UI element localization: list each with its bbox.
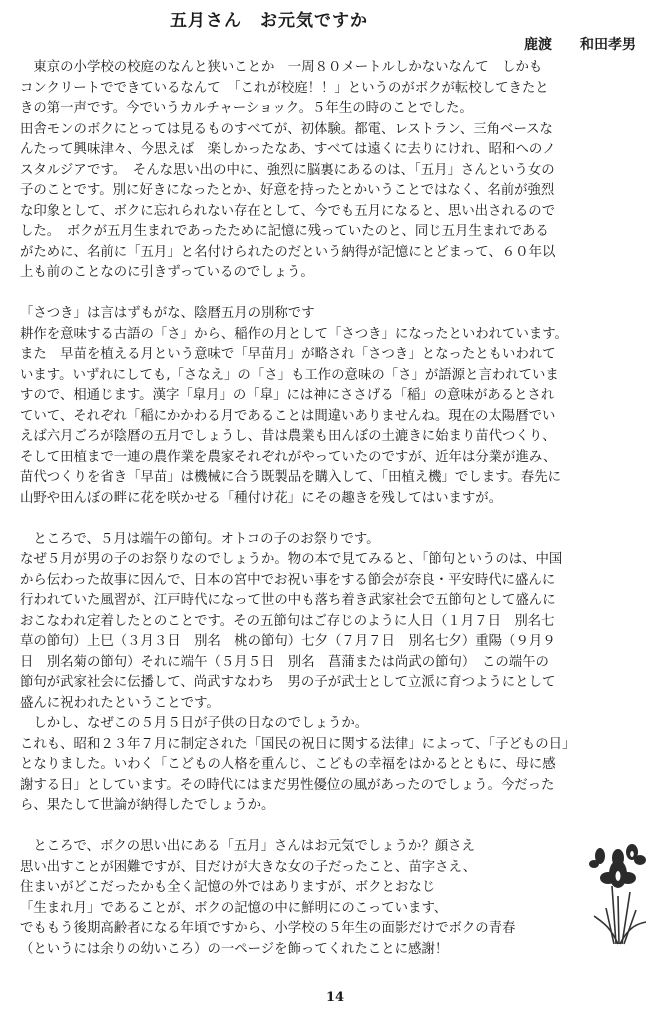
paragraph (20, 837, 648, 960)
text-line: 耕作を意味する古語の「さ」から、稲作の月として「さつき」になったといわれています。 (20, 326, 568, 342)
text-line: ら、果たして世論が納得したでしょうか。 (20, 798, 275, 813)
text-line: な印象として、ボクに忘れられない存在として、今でも五月になると、思い出されるので (20, 203, 556, 219)
iris-flower-illustration (584, 836, 654, 946)
paragraph (20, 58, 648, 284)
paragraph-gap (20, 817, 648, 838)
text-line: 行われていた風習が、江戸時代になって世の中も落ち着き武家社会で五節句として盛んに (20, 593, 556, 608)
text-line: となりました。いわく「こどもの人格を重んじ、こどもの幸福をはかるとともに、母に感 (20, 757, 556, 772)
text-line: 日 別名菊の節句）それに端午（５月５日 別名 菖蒲または尚武の節句） この端午の (20, 654, 549, 670)
text-line: すので、相通じます。漢字「皐月」の「皐」には神にささげる「稲」の意味があるとされ (20, 388, 555, 403)
text-line: これも、昭和２３年７月に制定された「国民の祝日に関する法律」によって、｢子どもの日」 (20, 736, 576, 752)
text-line: （というには余りの幼いころ）の一ページを飾ってくれたことに感謝！ (20, 941, 449, 957)
text-line: なぜ５月が男の子のお祭りなのでしょうか。物の本で見てみると、｢節句というのは、中国 (20, 552, 563, 567)
text-line: 節句が武家社会に伝播して、尚武すなわち 男の子が武士として立派に育つようにとして (20, 675, 556, 690)
paragraph (20, 304, 648, 509)
text-line: 田舎モンのボクにとっては見るものすべてが、初体験。都電、レストラン、三角ベースな (20, 121, 553, 137)
text-line: 「生まれ月」であることが、ボクの記憶の中に鮮明にのこっています、 (20, 900, 448, 916)
author-byline: 鹿渡 和田孝男 (524, 37, 636, 53)
text-line: 盛んに祝われたということです。 (20, 695, 220, 711)
article-body (20, 58, 648, 960)
text-line: また 早苗を植える月という意味で「早苗月」が略され「さつき」となったともいわれて (20, 347, 556, 362)
text-line: 草の節句）上巳（３月３日 別名 桃の節句）七夕（７月７日 別名七夕）重陽（９月９ (20, 634, 556, 649)
text-line: 「さつき」は言はずもがな、陰暦五月の別称です (20, 306, 315, 321)
text-line: スタルジアです。 そんな思い出の中に、強烈に脳裏にあるのは、「五月」さんという女の (20, 162, 555, 178)
text-line: そして田植まで一連の農作業を農家それぞれがやっていたのですが、近年は分業が進み、 (20, 449, 557, 465)
text-line: した。 ボクが五月生まれであったために記憶に残っていたのと、同じ五月生まれである (20, 224, 549, 239)
text-line: きの第一声です。今でいうカルチャーショック。５年生の時のことでした。 (20, 101, 473, 116)
text-line: ところで、ボクの思い出にある「五月」さんはお元気でしょうか？顔さえ (20, 839, 475, 854)
paragraph-gap (20, 509, 648, 530)
text-line: から伝わった故事に因んで、日本の宮中でお祝い事をする節会が奈良・平安時代に盛んに (20, 572, 556, 588)
page-number: 14 (325, 990, 345, 1005)
text-line: ていて、それぞれ「稲にかかわる月であることは間違いありませんね。現在の太陽暦でい (20, 408, 556, 424)
paragraph-gap (20, 284, 648, 305)
paragraph (20, 530, 648, 817)
text-line: 東京の小学校の校庭のなんと狭いことか 一周８０メートルしかないなんて しかも (20, 60, 543, 75)
text-line: がために、名前に「五月」と名付けられたのだという納得が記憶にとどまって、６０年以 (20, 244, 556, 260)
text-line: 住まいがどこだったかも全く記憶の外ではありますが、ボクとおなじ (20, 880, 436, 895)
text-line: 苗代つくりを省き「早苗」は機械に合う既製品を購入して、「田植え機」でします。春先に (20, 470, 561, 485)
text-line: 子のことです。別に好きになったとか、好意を持ったとかいうことではなく、名前が強烈 (20, 183, 555, 198)
text-line: んたって興味津々、今思えば 楽しかったなあ、すべては遠くに去りにけれ、昭和へのノ (20, 142, 556, 157)
text-line: コンクリートでできているなんて 「これが校庭！！」というのがボクが転校してきたと (20, 80, 549, 96)
text-line: しかし、なぜこの５月５日が子供の日なのでしょうか。 (20, 716, 369, 731)
text-line: 思い出すことが困難ですが、目だけが大きな女の子だったこと、苗字さえ、 (20, 859, 477, 875)
text-line: おこなわれ定着したとのことです。その五節句はご存じのように人日（１月７日 別名七 (20, 613, 555, 629)
text-line: 山野や田んぼの畔に花を咲かせる「種付け花」にその趣きを残してはいますが。 (20, 490, 503, 506)
text-line: います。いずれにしても,「さなえ」の「さ」も工作の意味の「さ」が語源と言われていま (20, 367, 559, 383)
page-title: 五月さん お元気ですか (170, 11, 368, 31)
text-line: えば六月ごろが陰暦の五月でしょうし、昔は農業も田んぼの土漉きに始まり苗代つくり、 (20, 429, 556, 444)
text-line: 上も前のことなのに引きずっているのでしょう。 (20, 265, 314, 280)
text-line: ところで、５月は端午の節句。オトコの子のお祭りです。 (20, 531, 380, 547)
text-line: でももう後期高齢者になる年頃ですから、小学校の５年生の面影だけでボクの青春 (20, 921, 516, 936)
text-line: 謝する日」としています。その時代にはまだ男性優位の風があったのでしょう。今だった (20, 777, 555, 793)
